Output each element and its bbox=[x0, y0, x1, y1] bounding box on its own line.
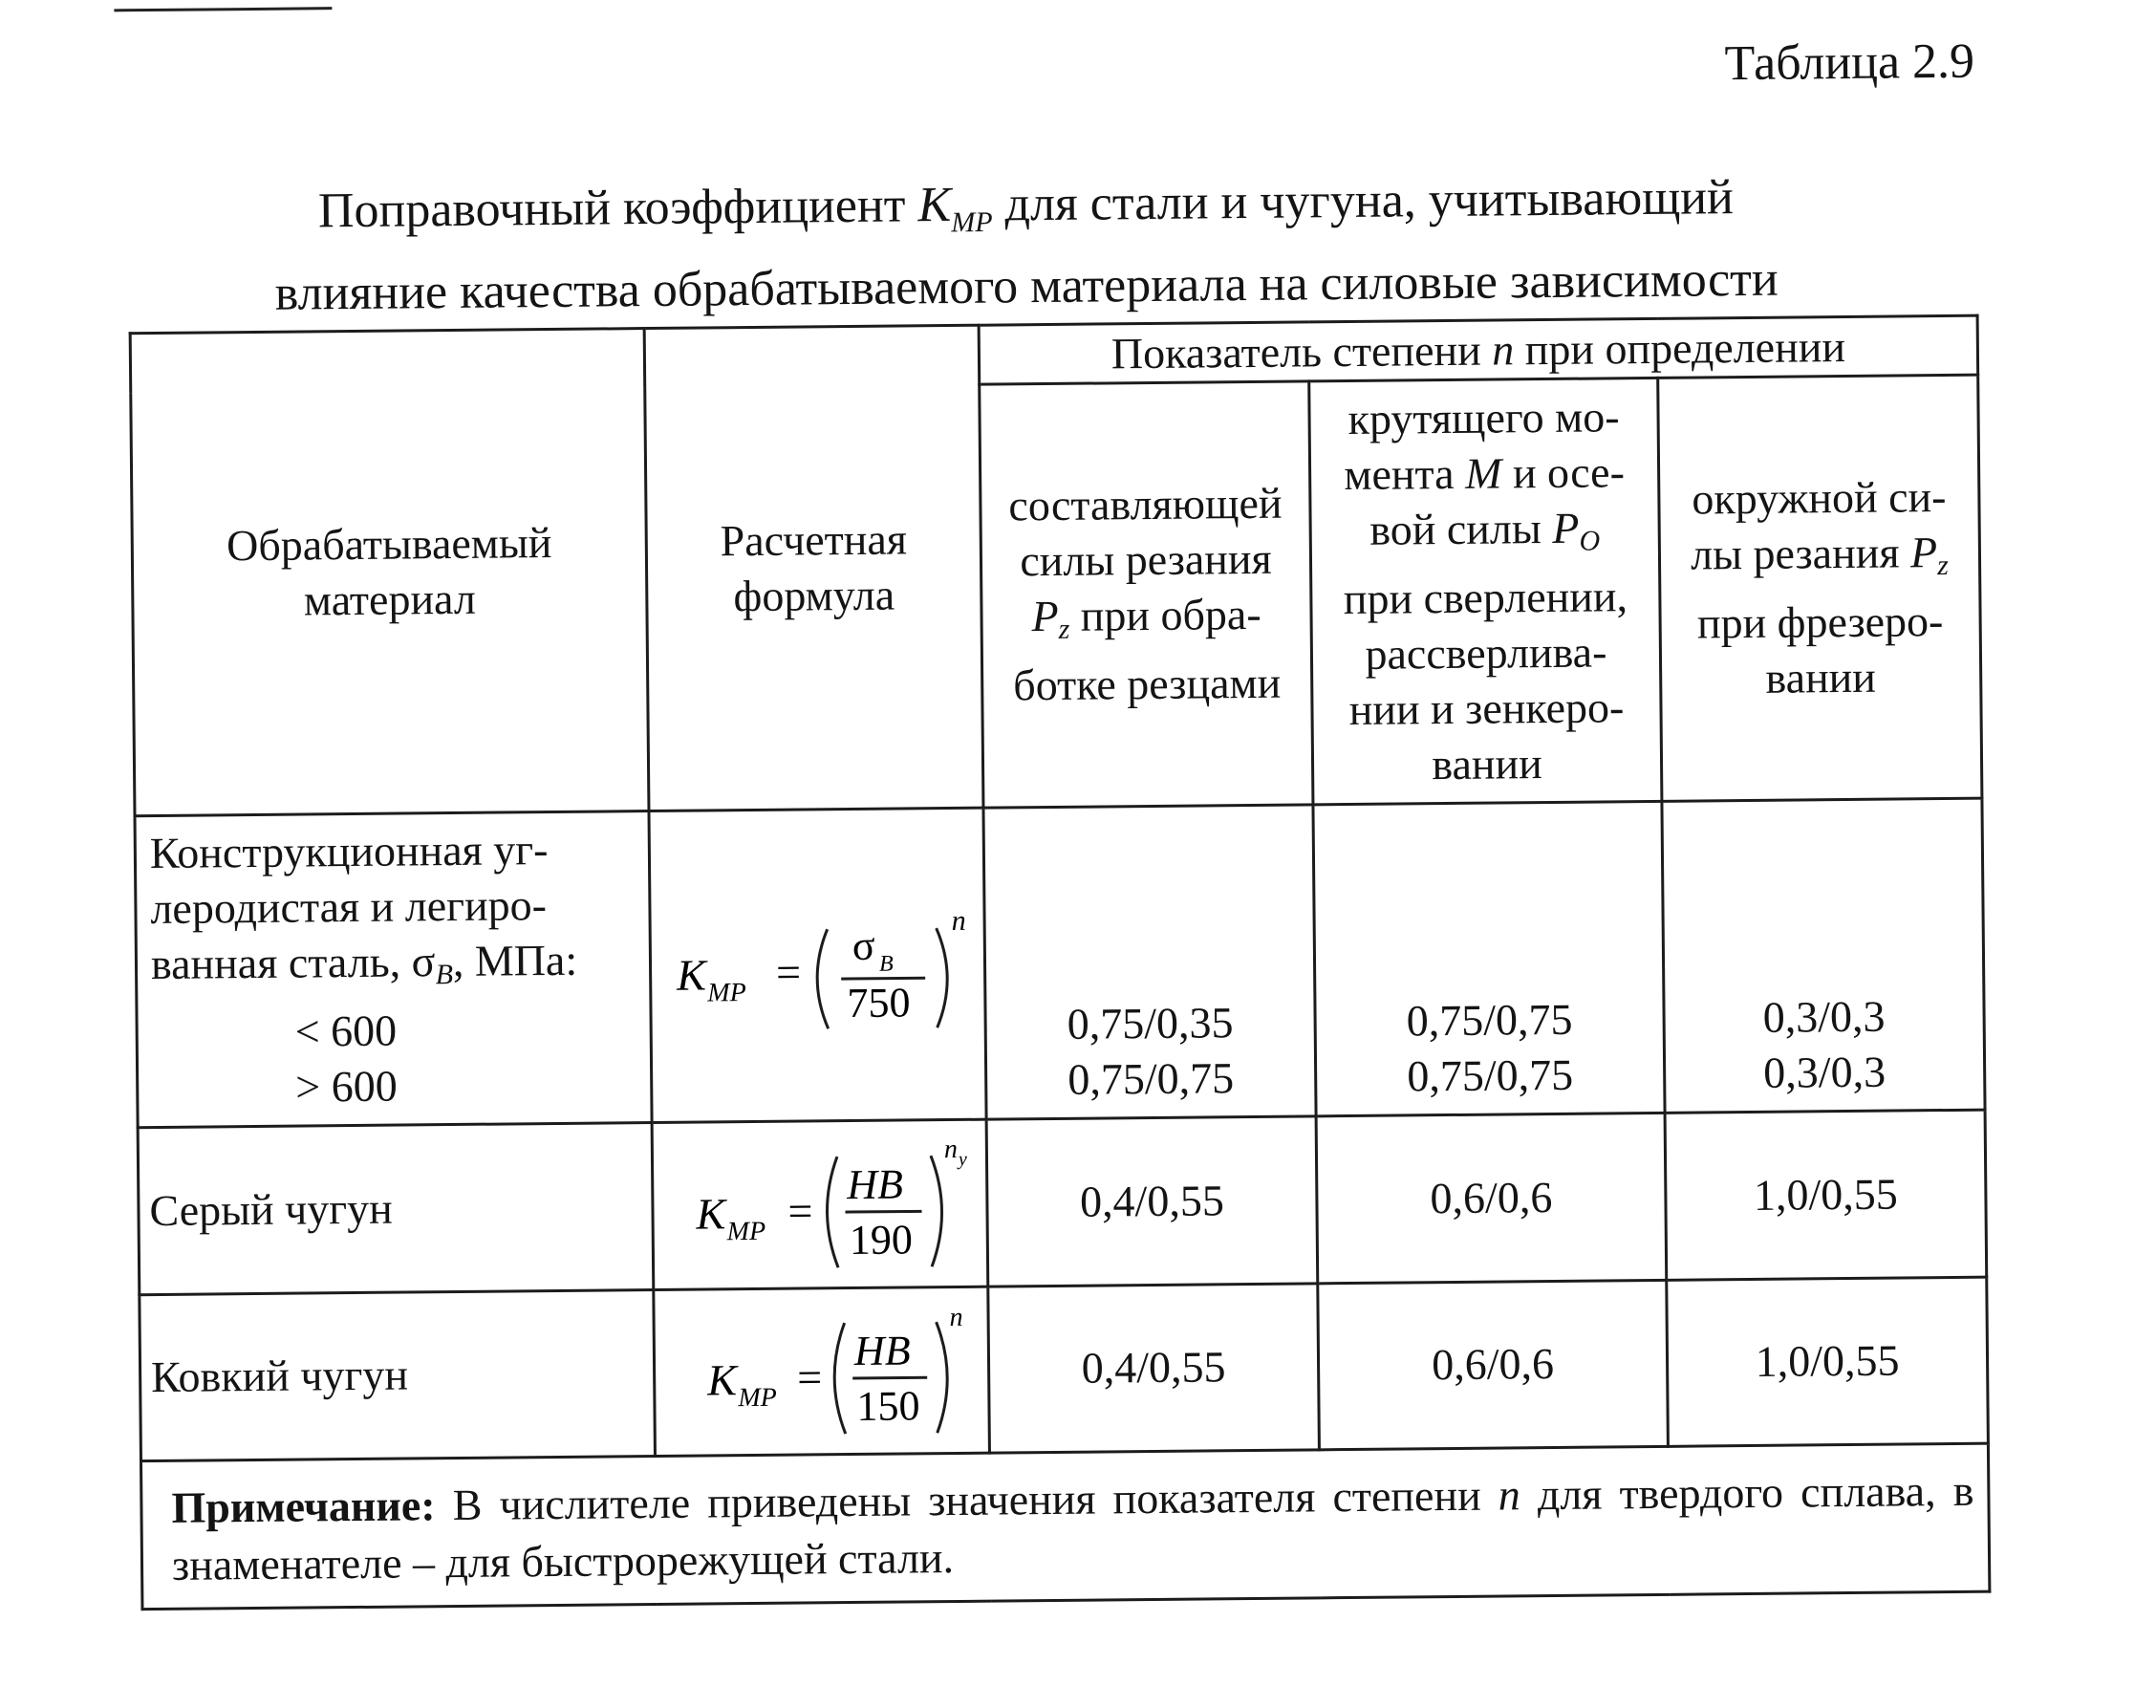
turning-line-3 bbox=[992, 587, 1301, 659]
drilling-line-4: при сверлении, bbox=[1343, 572, 1628, 624]
malleable-iron-formula-numerator: HB bbox=[853, 1327, 911, 1375]
header-col-turning bbox=[980, 381, 1313, 809]
steel-line-1: Конструкционная уг- bbox=[149, 825, 549, 878]
steel-range-below-600: < 600 bbox=[294, 1006, 398, 1057]
header-exponent-symbol: n bbox=[1491, 324, 1515, 375]
steel-line-3 bbox=[151, 933, 640, 1006]
drilling-line-2-before: мента bbox=[1344, 449, 1455, 500]
grey-iron-formula-exponent-sub: y bbox=[958, 1148, 967, 1170]
steel-formula-k-sub: MP bbox=[706, 978, 746, 1008]
turning-force-symbol: P bbox=[1031, 592, 1059, 641]
steel-milling-above-600: 0,3/0,3 bbox=[1763, 1047, 1886, 1097]
table-row-note bbox=[140, 1444, 1989, 1610]
header-material: Обрабатываемый материал bbox=[130, 329, 649, 816]
caption-k-letter: K bbox=[917, 177, 952, 233]
note-cell bbox=[140, 1444, 1989, 1610]
table-row-malleable-iron bbox=[140, 1277, 1989, 1461]
drilling-force-subscript: O bbox=[1579, 525, 1601, 557]
steel-drilling-above-600: 0,75/0,75 bbox=[1407, 1049, 1574, 1101]
drilling-line-5: рассверлива- bbox=[1365, 627, 1607, 679]
steel-milling-cell bbox=[1662, 798, 1985, 1113]
note-label: Примечание: bbox=[171, 1481, 436, 1533]
grey-iron-formula-left-paren bbox=[826, 1157, 837, 1267]
steel-formula-k: K bbox=[676, 950, 706, 1001]
steel-turning-above-600: 0,75/0,75 bbox=[1067, 1052, 1235, 1104]
milling-line-2-text: лы резания bbox=[1690, 528, 1900, 579]
steel-line-2: леродистая и легиро- bbox=[150, 880, 548, 934]
steel-formula-left-paren bbox=[816, 930, 828, 1029]
grey-iron-formula-fraction-bar bbox=[845, 1211, 921, 1212]
grey-iron-formula-k-sub: MP bbox=[726, 1216, 765, 1246]
grey-iron-material-cell: Серый чугун bbox=[138, 1122, 654, 1294]
grey-iron-formula-cell bbox=[652, 1119, 988, 1289]
header-col-milling bbox=[1658, 375, 1982, 801]
steel-milling-below-600: 0,3/0,3 bbox=[1762, 991, 1886, 1042]
malleable-iron-formula-denominator: 150 bbox=[855, 1382, 920, 1431]
steel-formula-cell bbox=[649, 808, 986, 1122]
note-symbol: n bbox=[1498, 1470, 1521, 1520]
turning-force-subscript: z bbox=[1058, 613, 1070, 646]
table-caption bbox=[127, 163, 1925, 328]
malleable-iron-drilling-cell: 0,6/0,6 bbox=[1318, 1280, 1669, 1450]
milling-line-1: окружной си- bbox=[1692, 472, 1947, 524]
turning-line-4: ботке резцами bbox=[1013, 658, 1282, 710]
grey-iron-formula bbox=[666, 1126, 974, 1282]
drilling-line-6: нии и зенкеро- bbox=[1348, 682, 1625, 735]
steel-line-3-before: ванная сталь, σ bbox=[150, 937, 436, 989]
table-row-grey-iron bbox=[138, 1110, 1987, 1294]
malleable-iron-formula-right-paren bbox=[936, 1323, 947, 1434]
grey-iron-formula-numerator: HB bbox=[846, 1160, 903, 1208]
grey-iron-formula-equals: = bbox=[787, 1186, 813, 1236]
milling-line-4: вании bbox=[1765, 652, 1877, 703]
caption-k-symbol bbox=[917, 177, 993, 239]
steel-range-above-600: > 600 bbox=[294, 1062, 398, 1113]
steel-drilling-below-600: 0,75/0,75 bbox=[1406, 994, 1573, 1046]
note-text-before: В числителе приведены значения показателя степени bbox=[452, 1470, 1481, 1530]
drilling-line-3 bbox=[1321, 500, 1649, 572]
header-exponent-before: Показатель степени bbox=[1110, 325, 1481, 378]
milling-force-subscript: z bbox=[1937, 550, 1950, 582]
header-col-drilling bbox=[1309, 378, 1662, 805]
milling-line-3: при фрезеро- bbox=[1696, 596, 1944, 648]
malleable-iron-milling-cell: 1,0/0,55 bbox=[1667, 1277, 1989, 1447]
note-text-after: для твердого сплава, в знаменателе – для быстрорежущей стали. bbox=[171, 1465, 1974, 1590]
grey-iron-formula-exponent: n bbox=[943, 1134, 958, 1164]
malleable-iron-formula-k: K bbox=[706, 1355, 737, 1405]
malleable-iron-formula-exponent: n bbox=[948, 1303, 963, 1333]
turning-line-3-rest: при обра- bbox=[1080, 590, 1261, 640]
coefficient-table bbox=[129, 314, 1992, 1611]
grey-iron-formula-right-paren bbox=[930, 1156, 941, 1266]
table-row-steel bbox=[135, 798, 1985, 1127]
steel-turning-below-600: 0,75/0,35 bbox=[1067, 997, 1234, 1049]
drilling-line-1: крутящего мо- bbox=[1348, 392, 1620, 444]
caption-text-before: Поправочный коэффициент bbox=[317, 178, 906, 239]
steel-formula-exponent: n bbox=[950, 905, 966, 938]
milling-line-2 bbox=[1671, 525, 1970, 596]
grey-iron-turning-cell: 0,4/0,55 bbox=[986, 1116, 1318, 1286]
malleable-iron-formula-left-paren bbox=[833, 1324, 845, 1435]
caption-k-subscript: MP bbox=[951, 205, 993, 239]
drilling-line-7: вании bbox=[1432, 739, 1542, 789]
header-exponent-after: при определении bbox=[1524, 321, 1846, 374]
drilling-moment-symbol: M bbox=[1464, 448, 1502, 498]
malleable-iron-formula-equals: = bbox=[796, 1352, 822, 1403]
steel-formula-numerator-sub: B bbox=[878, 952, 894, 978]
steel-formula-equals: = bbox=[775, 948, 801, 998]
steel-formula-numerator: σ bbox=[852, 922, 875, 970]
drilling-force-symbol: P bbox=[1552, 503, 1580, 553]
grey-iron-formula-k: K bbox=[695, 1188, 725, 1239]
malleable-iron-formula-k-sub: MP bbox=[737, 1383, 777, 1414]
steel-sigma-subscript: B bbox=[435, 959, 454, 991]
drilling-line-2-after: и осе- bbox=[1512, 447, 1626, 498]
steel-drilling-cell bbox=[1313, 802, 1665, 1116]
steel-material-cell bbox=[135, 811, 652, 1128]
drilling-line-3-text: вой силы bbox=[1369, 504, 1542, 554]
drilling-line-2 bbox=[1321, 444, 1649, 503]
turning-line-1: составляющей bbox=[1008, 478, 1283, 530]
milling-force-symbol: P bbox=[1909, 528, 1938, 577]
header-formula: Расчетная формула bbox=[644, 325, 983, 811]
grey-iron-milling-cell: 1,0/0,55 bbox=[1665, 1110, 1987, 1280]
malleable-iron-formula-fraction-bar bbox=[852, 1378, 927, 1379]
turning-line-2: силы резания bbox=[1020, 533, 1272, 586]
steel-turning-cell bbox=[983, 805, 1316, 1119]
grey-iron-drilling-cell: 0,6/0,6 bbox=[1316, 1113, 1667, 1283]
malleable-iron-material-cell: Ковкий чугун bbox=[140, 1289, 656, 1461]
caption-line-2: влияние качества обрабатываемого материала на силовые зависимости bbox=[274, 252, 1779, 322]
header-exponent-group bbox=[979, 315, 1978, 384]
grey-iron-formula-denominator: 190 bbox=[849, 1216, 913, 1264]
malleable-iron-turning-cell: 0,4/0,55 bbox=[988, 1283, 1320, 1453]
steel-formula-denominator: 750 bbox=[846, 979, 911, 1027]
steel-formula bbox=[664, 882, 972, 1048]
malleable-iron-formula bbox=[668, 1293, 976, 1449]
caption-text-after: для стали и чугуна, учитывающий bbox=[1004, 170, 1735, 232]
steel-formula-right-paren bbox=[936, 929, 947, 1028]
table-number: Таблица 2.9 bbox=[1724, 33, 1975, 92]
steel-line-3-after: , МПа: bbox=[452, 936, 578, 986]
malleable-iron-formula-cell bbox=[654, 1286, 990, 1457]
top-rule bbox=[114, 7, 332, 11]
